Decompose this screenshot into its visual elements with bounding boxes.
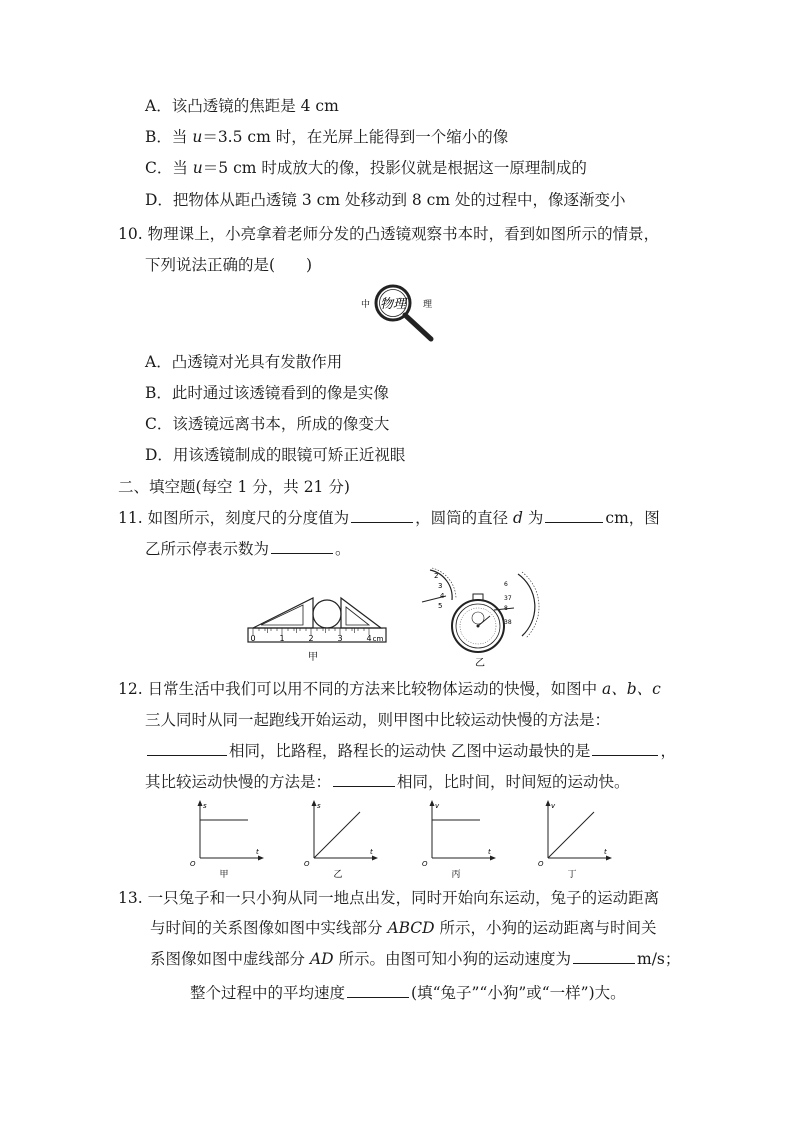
y-axis-arrow <box>198 800 203 806</box>
q11-blank-2[interactable] <box>545 508 603 523</box>
x-axis-label: t <box>488 848 491 856</box>
q9-option-c-pre: C．当 <box>145 159 193 177</box>
graph-caption: 丁 <box>567 870 577 880</box>
q13-line3 <box>150 949 680 969</box>
q11-ruler-figure <box>245 590 390 670</box>
x-axis-label: t <box>604 848 607 856</box>
x-axis-label: t <box>370 848 373 856</box>
q11-blank-1[interactable] <box>351 508 413 523</box>
q11-line2-b: 。 <box>335 540 351 558</box>
graph-caption: 乙 <box>333 870 343 880</box>
x-axis-label: t <box>256 848 259 856</box>
q9-option-b <box>145 127 508 147</box>
q11-blank-3[interactable] <box>271 539 333 554</box>
q11-line1-c: 为 <box>522 509 544 527</box>
q13-line2-b: 所示，小狗的运动距离与时间关 <box>434 919 657 937</box>
q11-line1-a: 11. 如图所示，刻度尺的分度值为 <box>118 509 350 527</box>
q12-line2: 三人同时从同一起跑线开始运动，则甲图中比较运动快慢的方法是： <box>145 711 611 729</box>
q12-graph-1 <box>188 798 268 880</box>
q13-line2-a: 与时间的关系图像如图中实线部分 <box>150 919 388 937</box>
y-axis-label: s <box>317 802 321 810</box>
ruler-unit: cm <box>372 635 384 643</box>
q13-line4-a: 整个过程中的平均速度 <box>190 984 346 1002</box>
q10-fig-left-char: 中 <box>361 300 371 310</box>
y-axis-arrow <box>312 800 317 806</box>
q11-stopwatch-figure <box>418 566 538 670</box>
q9-option-a: A．该凸透镜的焦距是 4 cm <box>145 97 339 115</box>
q10-option-d: D．用该透镜制成的眼镜可矫正近视眼 <box>145 446 406 464</box>
x-axis-arrow <box>490 856 496 861</box>
section2-title: 二、填空题(每空 1 分，共 21 分) <box>118 478 350 496</box>
q12-graph-4 <box>536 798 616 880</box>
q9-option-b-post: ＝3.5 cm 时，在光屏上能得到一个缩小的像 <box>202 128 509 146</box>
q9-option-c-var: u <box>192 159 203 177</box>
ruler-tick-4: 4 <box>366 634 372 643</box>
q10-option-c: C．该透镜远离书本，所成的像变大 <box>145 415 390 433</box>
q10-fig-right-char: 理 <box>423 300 433 310</box>
q9-option-b-pre: B．当 <box>145 128 193 146</box>
q13-blank-1[interactable] <box>573 949 635 964</box>
y-axis-label: v <box>551 802 556 810</box>
graph-line <box>314 812 360 858</box>
x-axis-arrow <box>372 856 378 861</box>
dial-left-5: 5 <box>438 602 443 610</box>
q10-option-b: B．此时通过该透镜看到的像是实像 <box>145 384 389 402</box>
q11-line1-var: d <box>513 509 523 527</box>
q12-line3-a: 相同，比路程，路程长的运动快 乙图中运动最快的是 <box>229 742 591 760</box>
origin-label: O <box>190 860 196 868</box>
q13-line3-var: AD <box>309 950 334 968</box>
q12-line1-vars: a、b、c <box>602 680 661 698</box>
ruler-tick-2: 2 <box>308 634 314 643</box>
q11-caption-left: 甲 <box>308 652 318 663</box>
x-axis-arrow <box>258 856 264 861</box>
q11-caption-right: 乙 <box>475 658 485 669</box>
y-axis-label: s <box>203 802 207 810</box>
y-axis-arrow <box>546 800 551 806</box>
x-axis-arrow <box>606 856 612 861</box>
q12-graph-2 <box>302 798 382 880</box>
graph-caption: 丙 <box>451 870 461 880</box>
q12-line1 <box>118 679 661 699</box>
dial-right-37: 37 <box>504 595 512 602</box>
origin-label: O <box>538 860 544 868</box>
q11-line1-d: cm，图 <box>605 509 660 527</box>
ruler-tick-1: 1 <box>279 634 285 643</box>
y-axis-label: v <box>435 802 440 810</box>
q13-line3-c: m/s； <box>637 950 681 968</box>
q13-line2 <box>150 918 657 938</box>
q13-line3-b: 所示。由图可知小狗的运动速度为 <box>333 950 571 968</box>
q12-line4-a: 其比较运动快慢的方法是： <box>145 773 332 791</box>
ruler-tick-0: 0 <box>250 634 256 643</box>
q13-line4 <box>190 983 626 1003</box>
q10-option-a: A．凸透镜对光具有发散作用 <box>145 353 343 371</box>
q12-line3 <box>145 741 676 761</box>
q12-line1-a: 12. 日常生活中我们可以用不同的方法来比较物体运动的快慢，如图中 <box>118 680 603 698</box>
q9-option-d: D．把物体从距凸透镜 3 cm 处移动到 8 cm 处的过程中，像逐渐变小 <box>145 191 626 209</box>
q13-line2-var: ABCD <box>387 919 435 937</box>
q9-option-c <box>145 158 587 178</box>
dial-left-4: 4 <box>440 592 445 600</box>
q11-line2 <box>145 539 351 559</box>
q10-fig-lens-text: 物理 <box>379 297 407 312</box>
q12-line4-b: 相同，比时间，时间短的运动快。 <box>397 773 630 791</box>
dial-left-3: 3 <box>438 582 443 590</box>
q10-magnifier-figure <box>355 283 445 345</box>
q13-line3-a: 系图像如图中虚线部分 <box>150 950 310 968</box>
origin-label: O <box>304 860 310 868</box>
dial-left-2: 2 <box>434 572 439 580</box>
q11-line2-a: 乙所示停表示数为 <box>145 540 270 558</box>
q13-blank-2[interactable] <box>347 983 409 998</box>
graph-line <box>548 812 594 858</box>
origin-label: O <box>422 860 428 868</box>
q10-stem-line2: 下列说法正确的是( ) <box>145 256 313 274</box>
q13-line4-b: (填“兔子”“小狗”或“一样”)大。 <box>411 984 626 1002</box>
q12-line4 <box>145 772 630 792</box>
q12-line3-b: ， <box>660 742 676 760</box>
q13-line1: 13. 一只兔子和一只小狗从同一地点出发，同时开始向东运动，兔子的运动距离 <box>118 889 660 907</box>
q10-stem-line1: 10. 物理课上，小亮拿着老师分发的凸透镜观察书本时，看到如图所示的情景， <box>118 225 660 243</box>
ruler-tick-3: 3 <box>337 634 343 643</box>
dial-right-6: 6 <box>504 581 508 588</box>
dial-right-38: 38 <box>504 619 512 626</box>
y-axis-arrow <box>430 800 435 806</box>
q11-line1-b: ，圆筒的直径 <box>415 509 514 527</box>
q12-blank-2[interactable] <box>592 741 658 756</box>
q12-blank-3[interactable] <box>333 772 395 787</box>
q9-option-b-var: u <box>192 128 203 146</box>
q9-option-c-post: ＝5 cm 时成放大的像，投影仪就是根据这一原理制成的 <box>202 159 587 177</box>
q12-graph-3 <box>420 798 500 880</box>
q12-blank-1[interactable] <box>147 741 227 756</box>
graph-caption: 甲 <box>219 870 229 880</box>
q11-line1 <box>118 508 660 528</box>
